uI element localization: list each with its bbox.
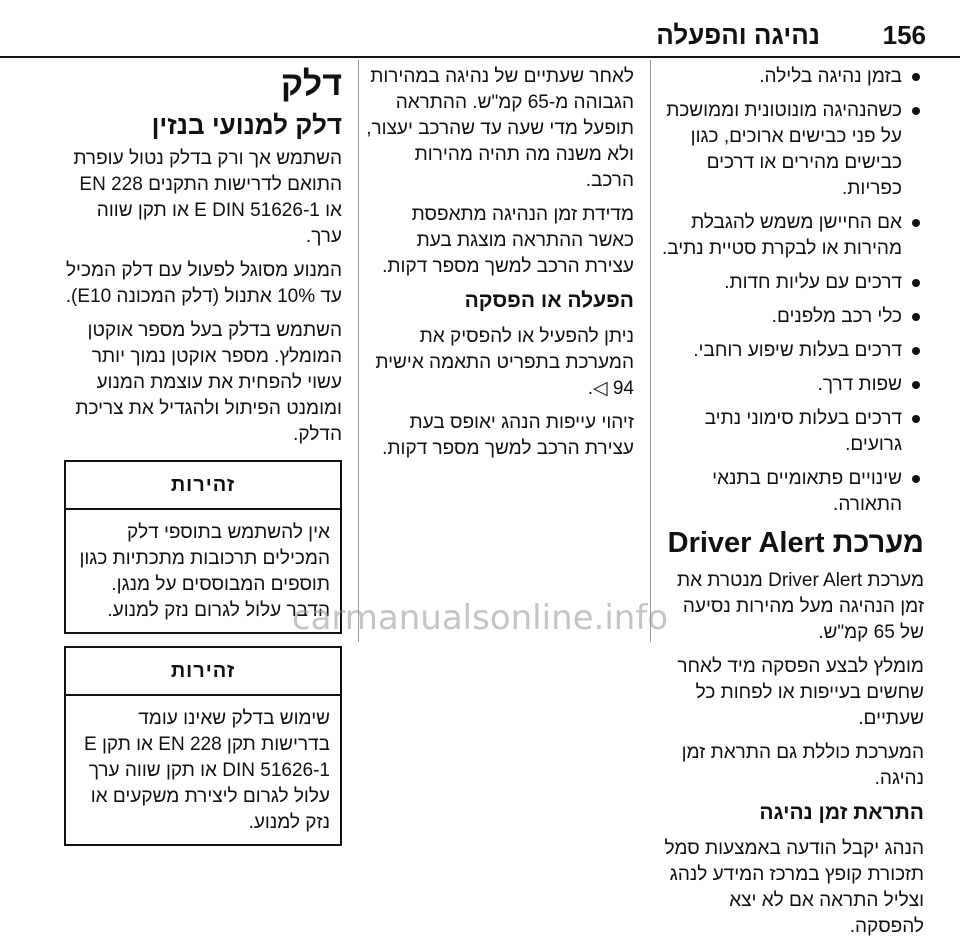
list-item: בזמן נהיגה בלילה.	[654, 64, 924, 90]
column-divider	[650, 60, 651, 642]
bullet-icon	[912, 219, 920, 227]
right-column	[654, 64, 924, 948]
page-number: 156	[882, 20, 926, 50]
caution-box	[64, 646, 342, 846]
caution-title: זהירות	[66, 462, 340, 510]
list-item: שינויים פתאומיים בתנאי התאורה.	[654, 466, 924, 518]
fuel-title: דלק	[280, 65, 342, 103]
driver-alert-heading: מערכת Driver Alert	[667, 527, 924, 559]
paragraph: זיהוי עייפות הנהג יאופס בעת עצירת הרכב למשך מספר דקות.	[382, 412, 634, 459]
paragraph: המנוע מסוגל לפעול עם דלק המכיל עד 10% אתנול (דלק המכונה E10).	[65, 260, 342, 307]
caution-body: שימוש בדלק שאינו עומד בדרישות תקן EN 228 או תקן E DIN 51626-1 או תקן שווה ערך עלול לגרום ליצירת משקעים או נזק למנוע.	[83, 708, 330, 833]
bullet-icon	[912, 415, 920, 423]
paragraph: מומלץ לבצע הפסקה מיד לאחר שחשים בעייפות או לפחות כל שעתיים.	[677, 656, 924, 729]
paragraph: מדידת זמן הנהיגה מתאפסת כאשר ההתראה מוצגת בעת עצירת הרכב למשך מספר דקות.	[382, 204, 634, 277]
bullet-icon	[912, 381, 920, 389]
paragraph: מערכת Driver Alert מנטרת את זמן הנהיגה מעל מהירות נסיעה של 65 קמ"ש.	[676, 570, 924, 643]
list-item: כלי רכב מלפנים.	[654, 304, 924, 330]
column-divider	[358, 60, 359, 642]
section-title: נהיגה והפעלה	[656, 20, 820, 50]
activation-heading: הפעלה או הפסקה	[464, 289, 634, 312]
paragraph: השתמש בדלק בעל מספר אוקטן המומלץ. מספר אוקטן נמוך יותר עשוי להפחית את עוצמת המנוע ומומנט הפיתול ולהגדיל את צריכת הדלק.	[75, 320, 342, 445]
bullet-icon	[912, 475, 920, 483]
header-rule	[0, 56, 960, 58]
bullet-icon	[912, 73, 920, 81]
caution-body: אין להשתמש בתוספי דלק המכילים תרכובות מתכתיות כגון תוספים המבוססים על מנגן. הדבר עלול לגרום נזק למנוע.	[79, 522, 330, 621]
condition-list	[654, 64, 924, 518]
bullet-icon	[912, 347, 920, 355]
paragraph: ניתן להפעיל או להפסיק את המערכת בתפריט התאמה אישית 94 ◁.	[375, 326, 634, 399]
paragraph: המערכת כוללת גם התראת זמן נהיגה.	[681, 742, 924, 789]
bullet-icon	[912, 107, 920, 115]
paragraph: לאחר שעתיים של נהיגה במהירות הגבוהה מ-65 קמ"ש. ההתראה תופעל מדי שעה עד שהרכב יעצור, ולא משנה מה תהיה מהירות הרכב.	[366, 66, 634, 191]
left-column	[64, 64, 342, 846]
caution-title: זהירות	[66, 648, 340, 696]
fuel-subtitle: דלק למנועי בנזין	[151, 110, 342, 140]
list-item: שפות דרך.	[654, 372, 924, 398]
list-item: דרכים בעלות סימוני נתיב גרועים.	[654, 406, 924, 458]
middle-column	[364, 64, 634, 470]
list-item: כשהנהיגה מונוטונית וממושכת על פני כבישים ארוכים, כגון כבישים מהירים או דרכים כפריות.	[654, 98, 924, 202]
list-item: דרכים עם עליות חדות.	[654, 270, 924, 296]
bullet-icon	[912, 279, 920, 287]
paragraph: השתמש אך ורק בדלק נטול עופרת התואם לדרישות התקנים EN 228 או E DIN 51626-1 או תקן שווה ערך.	[73, 148, 342, 247]
watermark: carmanualsonline.info	[291, 598, 669, 638]
list-item: אם החיישן משמש להגבלת מהירות או לבקרת סטיית נתיב.	[654, 210, 924, 262]
bullet-icon	[912, 313, 920, 321]
driving-time-alert-heading: התראת זמן נהיגה	[759, 801, 924, 824]
list-item: דרכים בעלות שיפוע רוחבי.	[654, 338, 924, 364]
paragraph: הנהג יקבל הודעה באמצעות סמל תזכורת קופץ במרכז המידע לנהג וצליל התראה אם לא יצא להפסקה.	[664, 838, 924, 937]
